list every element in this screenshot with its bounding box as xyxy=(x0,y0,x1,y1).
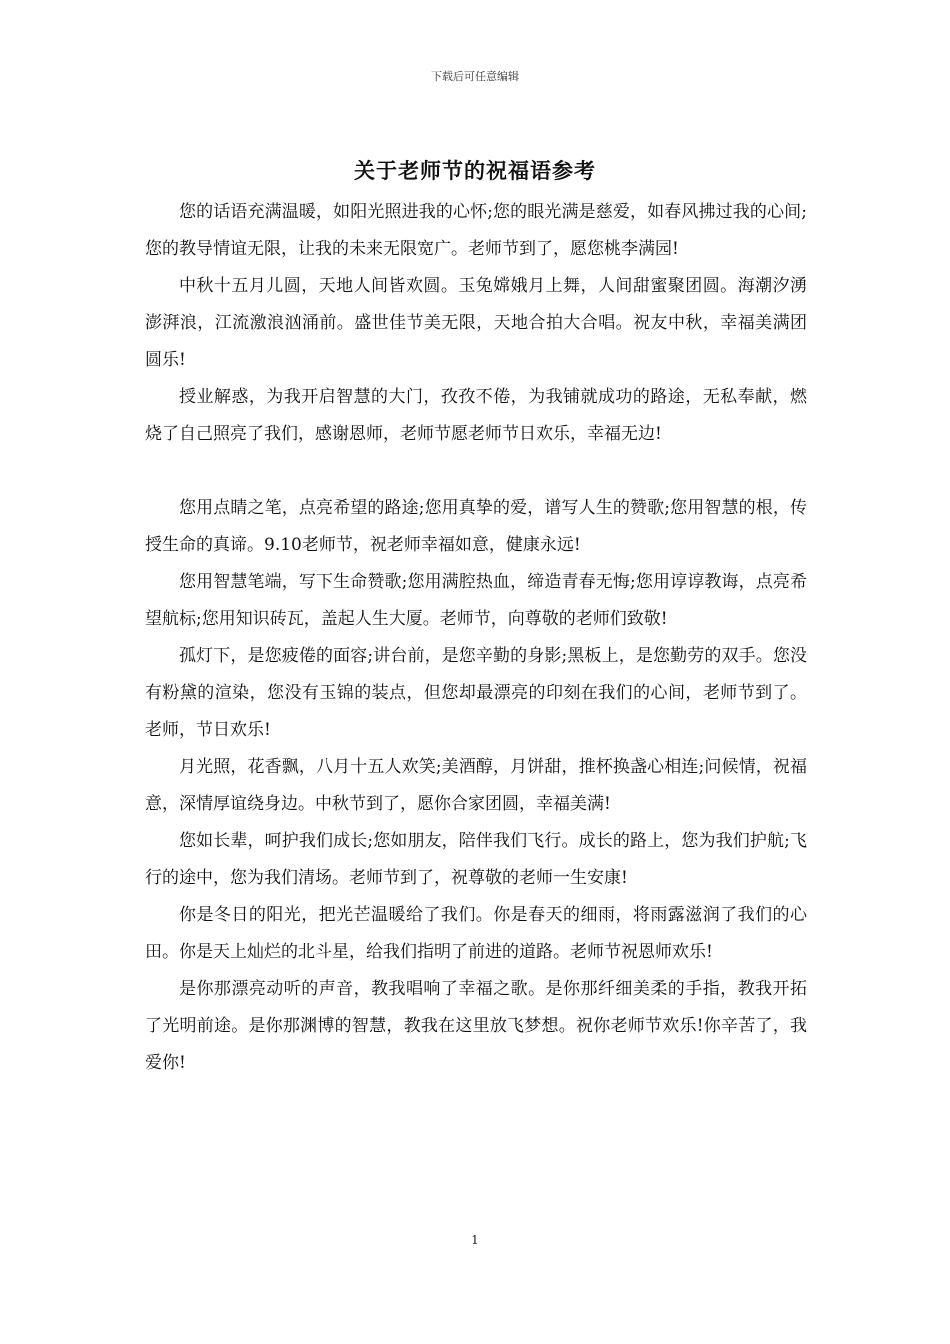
paragraph: 您的话语充满温暖，如阳光照进我的心怀;您的眼光满是慈爱，如春风拂过我的心间;您的教导情谊无限，让我的未来无限宽广。老师节到了，愿您桃李满园! xyxy=(145,202,807,259)
paragraph: 您如长辈，呵护我们成长;您如朋友，陪伴我们飞行。成长的路上，您为我们护航;飞行的途中，您为我们清场。老师节到了，祝尊敬的老师一生安康! xyxy=(145,831,807,888)
page-number: 1 xyxy=(471,1233,479,1247)
paragraph: 是你那漂亮动听的声音，教我唱响了幸福之歌。是你那纤细美柔的手指，教我开拓了光明前途。是你那渊博的智慧，教我在这里放飞梦想。祝你老师节欢乐!你辛苦了，我爱你! xyxy=(145,979,807,1073)
document-body xyxy=(145,194,807,1082)
document-title: 关于老师节的祝福语参考 xyxy=(354,158,596,183)
blank-line xyxy=(145,453,807,490)
paragraph: 月光照，花香飘，八月十五人欢笑;美酒醇，月饼甜，推杯换盏心相连;问候情，祝福意，深情厚谊绕身边。中秋节到了，愿你合家团圆，幸福美满! xyxy=(145,757,807,814)
paragraph: 孤灯下，是您疲倦的面容;讲台前，是您辛勤的身影;黑板上，是您勤劳的双手。您没有粉黛的渲染，您没有玉锦的装点，但您却最漂亮的印刻在我们的心间，老师节到了。老师，节日欢乐! xyxy=(145,646,807,740)
paragraph: 中秋十五月儿圆，天地人间皆欢圆。玉兔嫦娥月上舞，人间甜蜜聚团圆。海潮汐湧澎湃浪，江流激浪汹涌前。盛世佳节美无限，天地合拍大合唱。祝友中秋，幸福美满团圆乐! xyxy=(145,276,807,370)
paragraph: 你是冬日的阳光，把光芒温暖给了我们。你是春天的细雨，将雨露滋润了我们的心田。你是天上灿烂的北斗星，给我们指明了前进的道路。老师节祝恩师欢乐! xyxy=(145,905,807,962)
header-note: 下载后可任意编辑 xyxy=(431,70,519,83)
paragraph: 您用点睛之笔，点亮希望的路途;您用真挚的爱，谱写人生的赞歌;您用智慧的根，传授生命的真谛。9.10老师节，祝老师幸福如意，健康永远! xyxy=(145,498,807,555)
paragraph: 授业解惑，为我开启智慧的大门，孜孜不倦，为我铺就成功的路途，无私奉献，燃烧了自己照亮了我们，感谢恩师，老师节愿老师节日欢乐，幸福无边! xyxy=(145,387,807,444)
paragraph: 您用智慧笔端，写下生命赞歌;您用满腔热血，缔造青春无悔;您用谆谆教诲，点亮希望航标;您用知识砖瓦，盖起人生大厦。老师节，向尊敬的老师们致敬! xyxy=(145,572,807,629)
